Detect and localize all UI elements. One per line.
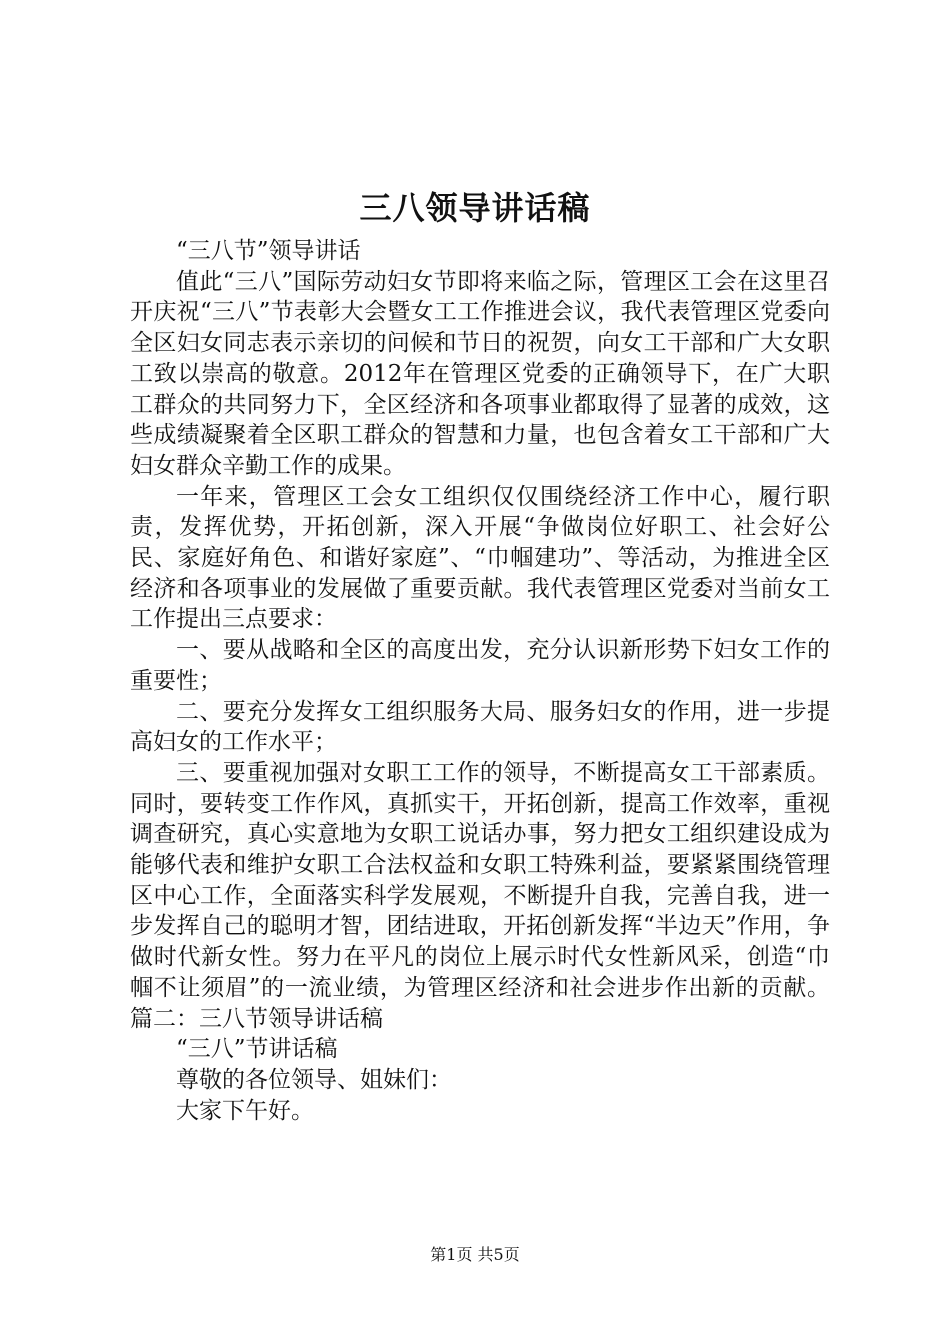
paragraph: 一年来，管理区工会女工组织仅仅围绕经济工作中心，履行职责，发挥优势，开拓创新，深入开展“争做岗位好职工、社会好公民、家庭好角色、和谐好家庭”、“巾帼建功”、等活动，为推进全区经济和各项事业的发展做了重要贡献。我代表管理区党委对当前女工工作提出三点要求：	[130, 483, 830, 633]
paragraph: 一、要从战略和全区的高度出发，充分认识新形势下妇女工作的重要性；	[130, 637, 830, 694]
paragraph: 值此“三八”国际劳动妇女节即将来临之际，管理区工会在这里召开庆祝“三八”节表彰大会暨女工工作推进会议，我代表管理区党委向全区妇女同志表示亲切的问候和节日的祝贺，向女工干部和广大女职工致以崇高的敬意。2012年在管理区党委的正确领导下，在广大职工群众的共同努力下，全区经济和各项事业都取得了显著的成效，这些成绩凝聚着全区职工群众的智慧和力量，也包含着女工干部和广大妇女群众辛勤工作的成果。	[130, 268, 830, 479]
document-body	[130, 236, 830, 1126]
paragraph-subtitle: “三八”节讲话稿	[176, 1036, 338, 1063]
paragraph: 三、要重视加强对女职工工作的领导，不断提高女工干部素质。同时，要转变工作作风，真抓实干，开拓创新，提高工作效率，重视调查研究，真心实意地为女职工说话办事，努力把女工组织建设成为能够代表和维护女职工合法权益和女职工特殊利益，要紧紧围绕管理区中心工作，全面落实科学发展观，不断提升自我，完善自我，进一步发挥自己的聪明才智，团结进取，开拓创新发挥“半边天”作用，争做时代新女性。努力在平凡的岗位上展示时代女性新风采，创造“巾帼不让须眉”的一流业绩，为管理区经济和社会进步作出新的贡献。篇二：三八节领导讲话稿	[130, 759, 830, 1032]
paragraph-subtitle: “三八节”领导讲话	[176, 238, 361, 264]
document-title: 三八领导讲话稿	[359, 189, 591, 227]
page-number-footer: 第1页 共5页	[430, 1245, 520, 1264]
paragraph-greeting: 大家下午好。	[176, 1097, 314, 1124]
paragraph-salutation: 尊敬的各位领导、姐妹们：	[176, 1066, 452, 1093]
paragraph: 二、要充分发挥女工组织服务大局、服务妇女的作用，进一步提高妇女的工作水平；	[130, 698, 830, 756]
